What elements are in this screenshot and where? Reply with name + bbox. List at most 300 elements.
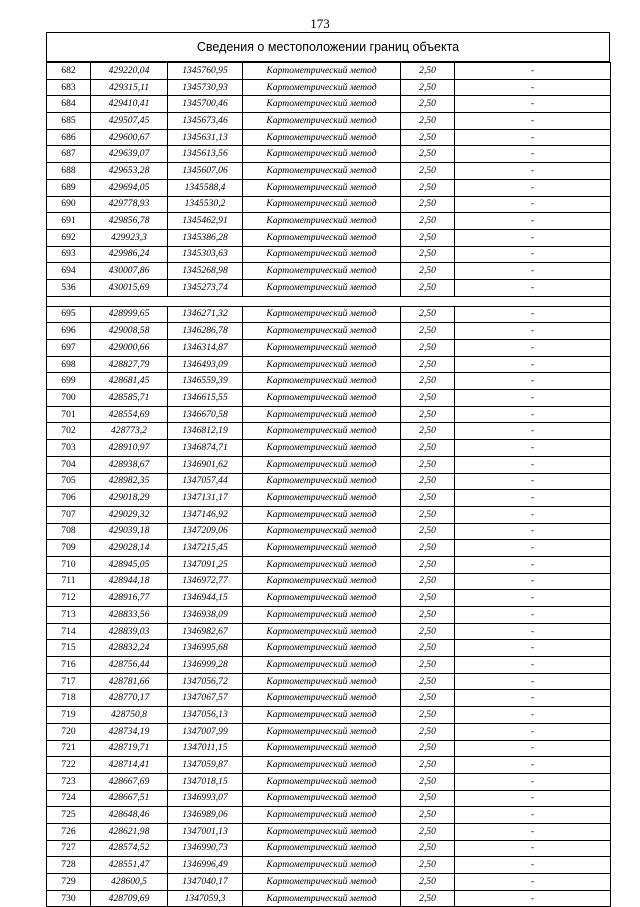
y-coordinate-cell: 1346559,39 <box>168 373 243 390</box>
x-coordinate-cell: 429639,07 <box>91 146 168 163</box>
table-row <box>47 179 611 196</box>
accuracy-cell: 2,50 <box>401 456 455 473</box>
x-coordinate-cell: 429039,18 <box>91 523 168 540</box>
accuracy-cell: 2,50 <box>401 506 455 523</box>
x-coordinate-cell: 428719,71 <box>91 740 168 757</box>
y-coordinate-cell: 1346812,19 <box>168 423 243 440</box>
y-coordinate-cell: 1346615,55 <box>168 390 243 407</box>
accuracy-cell: 2,50 <box>401 823 455 840</box>
y-coordinate-cell: 1345631,13 <box>168 129 243 146</box>
method-cell: Картометрический метод <box>243 113 401 130</box>
description-cell: - <box>455 690 611 707</box>
point-number-cell: 710 <box>47 556 91 573</box>
point-number-cell: 691 <box>47 213 91 230</box>
description-cell: - <box>455 129 611 146</box>
method-cell: Картометрический метод <box>243 229 401 246</box>
accuracy-cell: 2,50 <box>401 857 455 874</box>
point-number-cell: 686 <box>47 129 91 146</box>
table-row <box>47 773 611 790</box>
method-cell: Картометрический метод <box>243 390 401 407</box>
accuracy-cell: 2,50 <box>401 163 455 180</box>
x-coordinate-cell: 429923,3 <box>91 229 168 246</box>
method-cell: Картометрический метод <box>243 573 401 590</box>
description-cell: - <box>455 840 611 857</box>
point-number-cell: 723 <box>47 773 91 790</box>
table-row <box>47 213 611 230</box>
description-cell: - <box>455 540 611 557</box>
y-coordinate-cell: 1345613,56 <box>168 146 243 163</box>
method-cell: Картометрический метод <box>243 423 401 440</box>
x-coordinate-cell: 428734,19 <box>91 723 168 740</box>
point-number-cell: 690 <box>47 196 91 213</box>
x-coordinate-cell: 429410,41 <box>91 96 168 113</box>
description-cell: - <box>455 113 611 130</box>
y-coordinate-cell: 1345273,74 <box>168 279 243 296</box>
x-coordinate-cell: 428551,47 <box>91 857 168 874</box>
method-cell: Картометрический метод <box>243 196 401 213</box>
method-cell: Картометрический метод <box>243 523 401 540</box>
table-row <box>47 757 611 774</box>
accuracy-cell: 2,50 <box>401 590 455 607</box>
point-number-cell: 694 <box>47 263 91 280</box>
accuracy-cell: 2,50 <box>401 79 455 96</box>
y-coordinate-cell: 1347059,87 <box>168 757 243 774</box>
point-number-cell: 708 <box>47 523 91 540</box>
y-coordinate-cell: 1346271,32 <box>168 306 243 323</box>
y-coordinate-cell: 1345386,28 <box>168 229 243 246</box>
point-number-cell: 725 <box>47 807 91 824</box>
point-number-cell: 703 <box>47 440 91 457</box>
point-number-cell: 688 <box>47 163 91 180</box>
description-cell: - <box>455 773 611 790</box>
method-cell: Картометрический метод <box>243 279 401 296</box>
point-number-cell: 693 <box>47 246 91 263</box>
description-cell: - <box>455 807 611 824</box>
accuracy-cell: 2,50 <box>401 440 455 457</box>
table-row <box>47 690 611 707</box>
y-coordinate-cell: 1346901,62 <box>168 456 243 473</box>
accuracy-cell: 2,50 <box>401 263 455 280</box>
table-row <box>47 229 611 246</box>
y-coordinate-cell: 1347215,45 <box>168 540 243 557</box>
method-cell: Картометрический метод <box>243 773 401 790</box>
description-cell: - <box>455 146 611 163</box>
method-cell: Картометрический метод <box>243 790 401 807</box>
x-coordinate-cell: 428910,97 <box>91 440 168 457</box>
method-cell: Картометрический метод <box>243 63 401 80</box>
boundary-sheet <box>46 32 610 907</box>
y-coordinate-cell: 1346874,71 <box>168 440 243 457</box>
point-number-cell: 696 <box>47 323 91 340</box>
point-number-cell: 715 <box>47 640 91 657</box>
method-cell: Картометрический метод <box>243 540 401 557</box>
y-coordinate-cell: 1346493,09 <box>168 356 243 373</box>
description-cell: - <box>455 406 611 423</box>
point-number-cell: 701 <box>47 406 91 423</box>
method-cell: Картометрический метод <box>243 79 401 96</box>
method-cell: Картометрический метод <box>243 179 401 196</box>
point-number-cell: 711 <box>47 573 91 590</box>
x-coordinate-cell: 428832,24 <box>91 640 168 657</box>
x-coordinate-cell: 429220,04 <box>91 63 168 80</box>
method-cell: Картометрический метод <box>243 96 401 113</box>
x-coordinate-cell: 428944,18 <box>91 573 168 590</box>
point-number-cell: 685 <box>47 113 91 130</box>
description-cell: - <box>455 63 611 80</box>
x-coordinate-cell: 428585,71 <box>91 390 168 407</box>
accuracy-cell: 2,50 <box>401 757 455 774</box>
y-coordinate-cell: 1345588,4 <box>168 179 243 196</box>
description-cell: - <box>455 196 611 213</box>
method-cell: Картометрический метод <box>243 263 401 280</box>
table-row <box>47 306 611 323</box>
accuracy-cell: 2,50 <box>401 406 455 423</box>
description-cell: - <box>455 623 611 640</box>
description-cell: - <box>455 79 611 96</box>
table-row <box>47 423 611 440</box>
section-separator <box>47 296 611 306</box>
point-number-cell: 692 <box>47 229 91 246</box>
method-cell: Картометрический метод <box>243 473 401 490</box>
table-row <box>47 673 611 690</box>
method-cell: Картометрический метод <box>243 757 401 774</box>
y-coordinate-cell: 1346982,67 <box>168 623 243 640</box>
table-row <box>47 640 611 657</box>
description-cell: - <box>455 323 611 340</box>
point-number-cell: 712 <box>47 590 91 607</box>
y-coordinate-cell: 1346993,07 <box>168 790 243 807</box>
accuracy-cell: 2,50 <box>401 96 455 113</box>
accuracy-cell: 2,50 <box>401 640 455 657</box>
accuracy-cell: 2,50 <box>401 657 455 674</box>
y-coordinate-cell: 1346995,68 <box>168 640 243 657</box>
table-row <box>47 740 611 757</box>
table-row <box>47 556 611 573</box>
x-coordinate-cell: 428709,69 <box>91 890 168 907</box>
y-coordinate-cell: 1345303,63 <box>168 246 243 263</box>
y-coordinate-cell: 1347040,17 <box>168 874 243 891</box>
coordinates-table-body <box>47 63 611 907</box>
table-row <box>47 590 611 607</box>
method-cell: Картометрический метод <box>243 340 401 357</box>
table-row <box>47 807 611 824</box>
y-coordinate-cell: 1347131,17 <box>168 490 243 507</box>
point-number-cell: 720 <box>47 723 91 740</box>
x-coordinate-cell: 429507,45 <box>91 113 168 130</box>
method-cell: Картометрический метод <box>243 129 401 146</box>
accuracy-cell: 2,50 <box>401 490 455 507</box>
y-coordinate-cell: 1346286,78 <box>168 323 243 340</box>
point-number-cell: 713 <box>47 607 91 624</box>
accuracy-cell: 2,50 <box>401 673 455 690</box>
table-row <box>47 823 611 840</box>
method-cell: Картометрический метод <box>243 840 401 857</box>
x-coordinate-cell: 429986,24 <box>91 246 168 263</box>
y-coordinate-cell: 1346938,09 <box>168 607 243 624</box>
description-cell: - <box>455 473 611 490</box>
x-coordinate-cell: 428999,65 <box>91 306 168 323</box>
description-cell: - <box>455 790 611 807</box>
table-row <box>47 146 611 163</box>
description-cell: - <box>455 96 611 113</box>
description-cell: - <box>455 263 611 280</box>
method-cell: Картометрический метод <box>243 163 401 180</box>
y-coordinate-cell: 1347057,44 <box>168 473 243 490</box>
method-cell: Картометрический метод <box>243 373 401 390</box>
description-cell: - <box>455 740 611 757</box>
description-cell: - <box>455 246 611 263</box>
method-cell: Картометрический метод <box>243 657 401 674</box>
accuracy-cell: 2,50 <box>401 213 455 230</box>
description-cell: - <box>455 723 611 740</box>
x-coordinate-cell: 428600,5 <box>91 874 168 891</box>
accuracy-cell: 2,50 <box>401 623 455 640</box>
point-number-cell: 536 <box>47 279 91 296</box>
table-row <box>47 874 611 891</box>
y-coordinate-cell: 1346670,58 <box>168 406 243 423</box>
table-row <box>47 340 611 357</box>
table-row <box>47 113 611 130</box>
y-coordinate-cell: 1345700,46 <box>168 96 243 113</box>
point-number-cell: 717 <box>47 673 91 690</box>
accuracy-cell: 2,50 <box>401 306 455 323</box>
description-cell: - <box>455 179 611 196</box>
method-cell: Картометрический метод <box>243 690 401 707</box>
table-row <box>47 323 611 340</box>
method-cell: Картометрический метод <box>243 323 401 340</box>
table-row <box>47 440 611 457</box>
accuracy-cell: 2,50 <box>401 373 455 390</box>
accuracy-cell: 2,50 <box>401 63 455 80</box>
x-coordinate-cell: 429694,05 <box>91 179 168 196</box>
y-coordinate-cell: 1347056,72 <box>168 673 243 690</box>
table-row <box>47 623 611 640</box>
y-coordinate-cell: 1345673,46 <box>168 113 243 130</box>
page-number: 173 <box>310 16 330 31</box>
separator-cell <box>47 296 611 306</box>
method-cell: Картометрический метод <box>243 890 401 907</box>
accuracy-cell: 2,50 <box>401 196 455 213</box>
accuracy-cell: 2,50 <box>401 874 455 891</box>
method-cell: Картометрический метод <box>243 456 401 473</box>
table-row <box>47 540 611 557</box>
x-coordinate-cell: 429778,93 <box>91 196 168 213</box>
description-cell: - <box>455 573 611 590</box>
y-coordinate-cell: 1345760,95 <box>168 63 243 80</box>
x-coordinate-cell: 428648,46 <box>91 807 168 824</box>
accuracy-cell: 2,50 <box>401 113 455 130</box>
point-number-cell: 718 <box>47 690 91 707</box>
accuracy-cell: 2,50 <box>401 423 455 440</box>
point-number-cell: 722 <box>47 757 91 774</box>
accuracy-cell: 2,50 <box>401 179 455 196</box>
y-coordinate-cell: 1345268,98 <box>168 263 243 280</box>
point-number-cell: 705 <box>47 473 91 490</box>
x-coordinate-cell: 428982,35 <box>91 473 168 490</box>
point-number-cell: 724 <box>47 790 91 807</box>
y-coordinate-cell: 1347056,13 <box>168 707 243 724</box>
point-number-cell: 695 <box>47 306 91 323</box>
point-number-cell: 709 <box>47 540 91 557</box>
point-number-cell: 719 <box>47 707 91 724</box>
method-cell: Картометрический метод <box>243 556 401 573</box>
description-cell: - <box>455 556 611 573</box>
table-row <box>47 890 611 907</box>
point-number-cell: 729 <box>47 874 91 891</box>
description-cell: - <box>455 490 611 507</box>
y-coordinate-cell: 1347146,92 <box>168 506 243 523</box>
accuracy-cell: 2,50 <box>401 523 455 540</box>
y-coordinate-cell: 1347018,15 <box>168 773 243 790</box>
method-cell: Картометрический метод <box>243 707 401 724</box>
x-coordinate-cell: 428839,03 <box>91 623 168 640</box>
x-coordinate-cell: 429000,66 <box>91 340 168 357</box>
table-row <box>47 63 611 80</box>
description-cell: - <box>455 213 611 230</box>
method-cell: Картометрический метод <box>243 406 401 423</box>
point-number-cell: 707 <box>47 506 91 523</box>
table-row <box>47 723 611 740</box>
table-row <box>47 373 611 390</box>
x-coordinate-cell: 429856,78 <box>91 213 168 230</box>
description-cell: - <box>455 306 611 323</box>
y-coordinate-cell: 1347067,57 <box>168 690 243 707</box>
x-coordinate-cell: 428916,77 <box>91 590 168 607</box>
x-coordinate-cell: 429315,11 <box>91 79 168 96</box>
point-number-cell: 687 <box>47 146 91 163</box>
point-number-cell: 726 <box>47 823 91 840</box>
accuracy-cell: 2,50 <box>401 556 455 573</box>
table-row <box>47 96 611 113</box>
y-coordinate-cell: 1346944,15 <box>168 590 243 607</box>
point-number-cell: 697 <box>47 340 91 357</box>
y-coordinate-cell: 1347209,06 <box>168 523 243 540</box>
description-cell: - <box>455 757 611 774</box>
accuracy-cell: 2,50 <box>401 356 455 373</box>
y-coordinate-cell: 1347011,15 <box>168 740 243 757</box>
description-cell: - <box>455 823 611 840</box>
accuracy-cell: 2,50 <box>401 146 455 163</box>
description-cell: - <box>455 340 611 357</box>
y-coordinate-cell: 1347007,99 <box>168 723 243 740</box>
description-cell: - <box>455 356 611 373</box>
point-number-cell: 702 <box>47 423 91 440</box>
table-row <box>47 506 611 523</box>
table-row <box>47 279 611 296</box>
point-number-cell: 730 <box>47 890 91 907</box>
description-cell: - <box>455 506 611 523</box>
table-row <box>47 356 611 373</box>
y-coordinate-cell: 1345730,93 <box>168 79 243 96</box>
description-cell: - <box>455 390 611 407</box>
accuracy-cell: 2,50 <box>401 707 455 724</box>
description-cell: - <box>455 279 611 296</box>
x-coordinate-cell: 428833,56 <box>91 607 168 624</box>
accuracy-cell: 2,50 <box>401 246 455 263</box>
method-cell: Картометрический метод <box>243 246 401 263</box>
accuracy-cell: 2,50 <box>401 840 455 857</box>
description-cell: - <box>455 657 611 674</box>
method-cell: Картометрический метод <box>243 723 401 740</box>
y-coordinate-cell: 1346996,49 <box>168 857 243 874</box>
description-cell: - <box>455 874 611 891</box>
method-cell: Картометрический метод <box>243 356 401 373</box>
accuracy-cell: 2,50 <box>401 807 455 824</box>
table-row <box>47 79 611 96</box>
point-number-cell: 728 <box>47 857 91 874</box>
method-cell: Картометрический метод <box>243 440 401 457</box>
table-row <box>47 573 611 590</box>
method-cell: Картометрический метод <box>243 607 401 624</box>
table-row <box>47 790 611 807</box>
accuracy-cell: 2,50 <box>401 473 455 490</box>
description-cell: - <box>455 456 611 473</box>
table-row <box>47 607 611 624</box>
x-coordinate-cell: 428773,2 <box>91 423 168 440</box>
x-coordinate-cell: 428574,52 <box>91 840 168 857</box>
accuracy-cell: 2,50 <box>401 229 455 246</box>
table-row <box>47 490 611 507</box>
point-number-cell: 721 <box>47 740 91 757</box>
accuracy-cell: 2,50 <box>401 790 455 807</box>
table-row <box>47 857 611 874</box>
y-coordinate-cell: 1346314,87 <box>168 340 243 357</box>
accuracy-cell: 2,50 <box>401 129 455 146</box>
accuracy-cell: 2,50 <box>401 340 455 357</box>
accuracy-cell: 2,50 <box>401 573 455 590</box>
accuracy-cell: 2,50 <box>401 740 455 757</box>
point-number-cell: 683 <box>47 79 91 96</box>
point-number-cell: 698 <box>47 356 91 373</box>
y-coordinate-cell: 1347001,13 <box>168 823 243 840</box>
table-row <box>47 263 611 280</box>
point-number-cell: 682 <box>47 63 91 80</box>
table-row <box>47 246 611 263</box>
method-cell: Картометрический метод <box>243 490 401 507</box>
description-cell: - <box>455 373 611 390</box>
x-coordinate-cell: 429028,14 <box>91 540 168 557</box>
y-coordinate-cell: 1345462,91 <box>168 213 243 230</box>
method-cell: Картометрический метод <box>243 874 401 891</box>
x-coordinate-cell: 430007,86 <box>91 263 168 280</box>
description-cell: - <box>455 640 611 657</box>
method-cell: Картометрический метод <box>243 590 401 607</box>
description-cell: - <box>455 890 611 907</box>
x-coordinate-cell: 429600,67 <box>91 129 168 146</box>
description-cell: - <box>455 707 611 724</box>
description-cell: - <box>455 229 611 246</box>
point-number-cell: 727 <box>47 840 91 857</box>
x-coordinate-cell: 428714,41 <box>91 757 168 774</box>
y-coordinate-cell: 1346989,06 <box>168 807 243 824</box>
x-coordinate-cell: 429018,29 <box>91 490 168 507</box>
x-coordinate-cell: 428750,8 <box>91 707 168 724</box>
table-row <box>47 163 611 180</box>
point-number-cell: 704 <box>47 456 91 473</box>
table-row <box>47 390 611 407</box>
accuracy-cell: 2,50 <box>401 279 455 296</box>
x-coordinate-cell: 428554,69 <box>91 406 168 423</box>
point-number-cell: 716 <box>47 657 91 674</box>
table-title: Сведения о местоположении границ объекта <box>46 32 610 62</box>
point-number-cell: 714 <box>47 623 91 640</box>
x-coordinate-cell: 428770,17 <box>91 690 168 707</box>
description-cell: - <box>455 857 611 874</box>
accuracy-cell: 2,50 <box>401 323 455 340</box>
y-coordinate-cell: 1346999,28 <box>168 657 243 674</box>
accuracy-cell: 2,50 <box>401 773 455 790</box>
accuracy-cell: 2,50 <box>401 723 455 740</box>
